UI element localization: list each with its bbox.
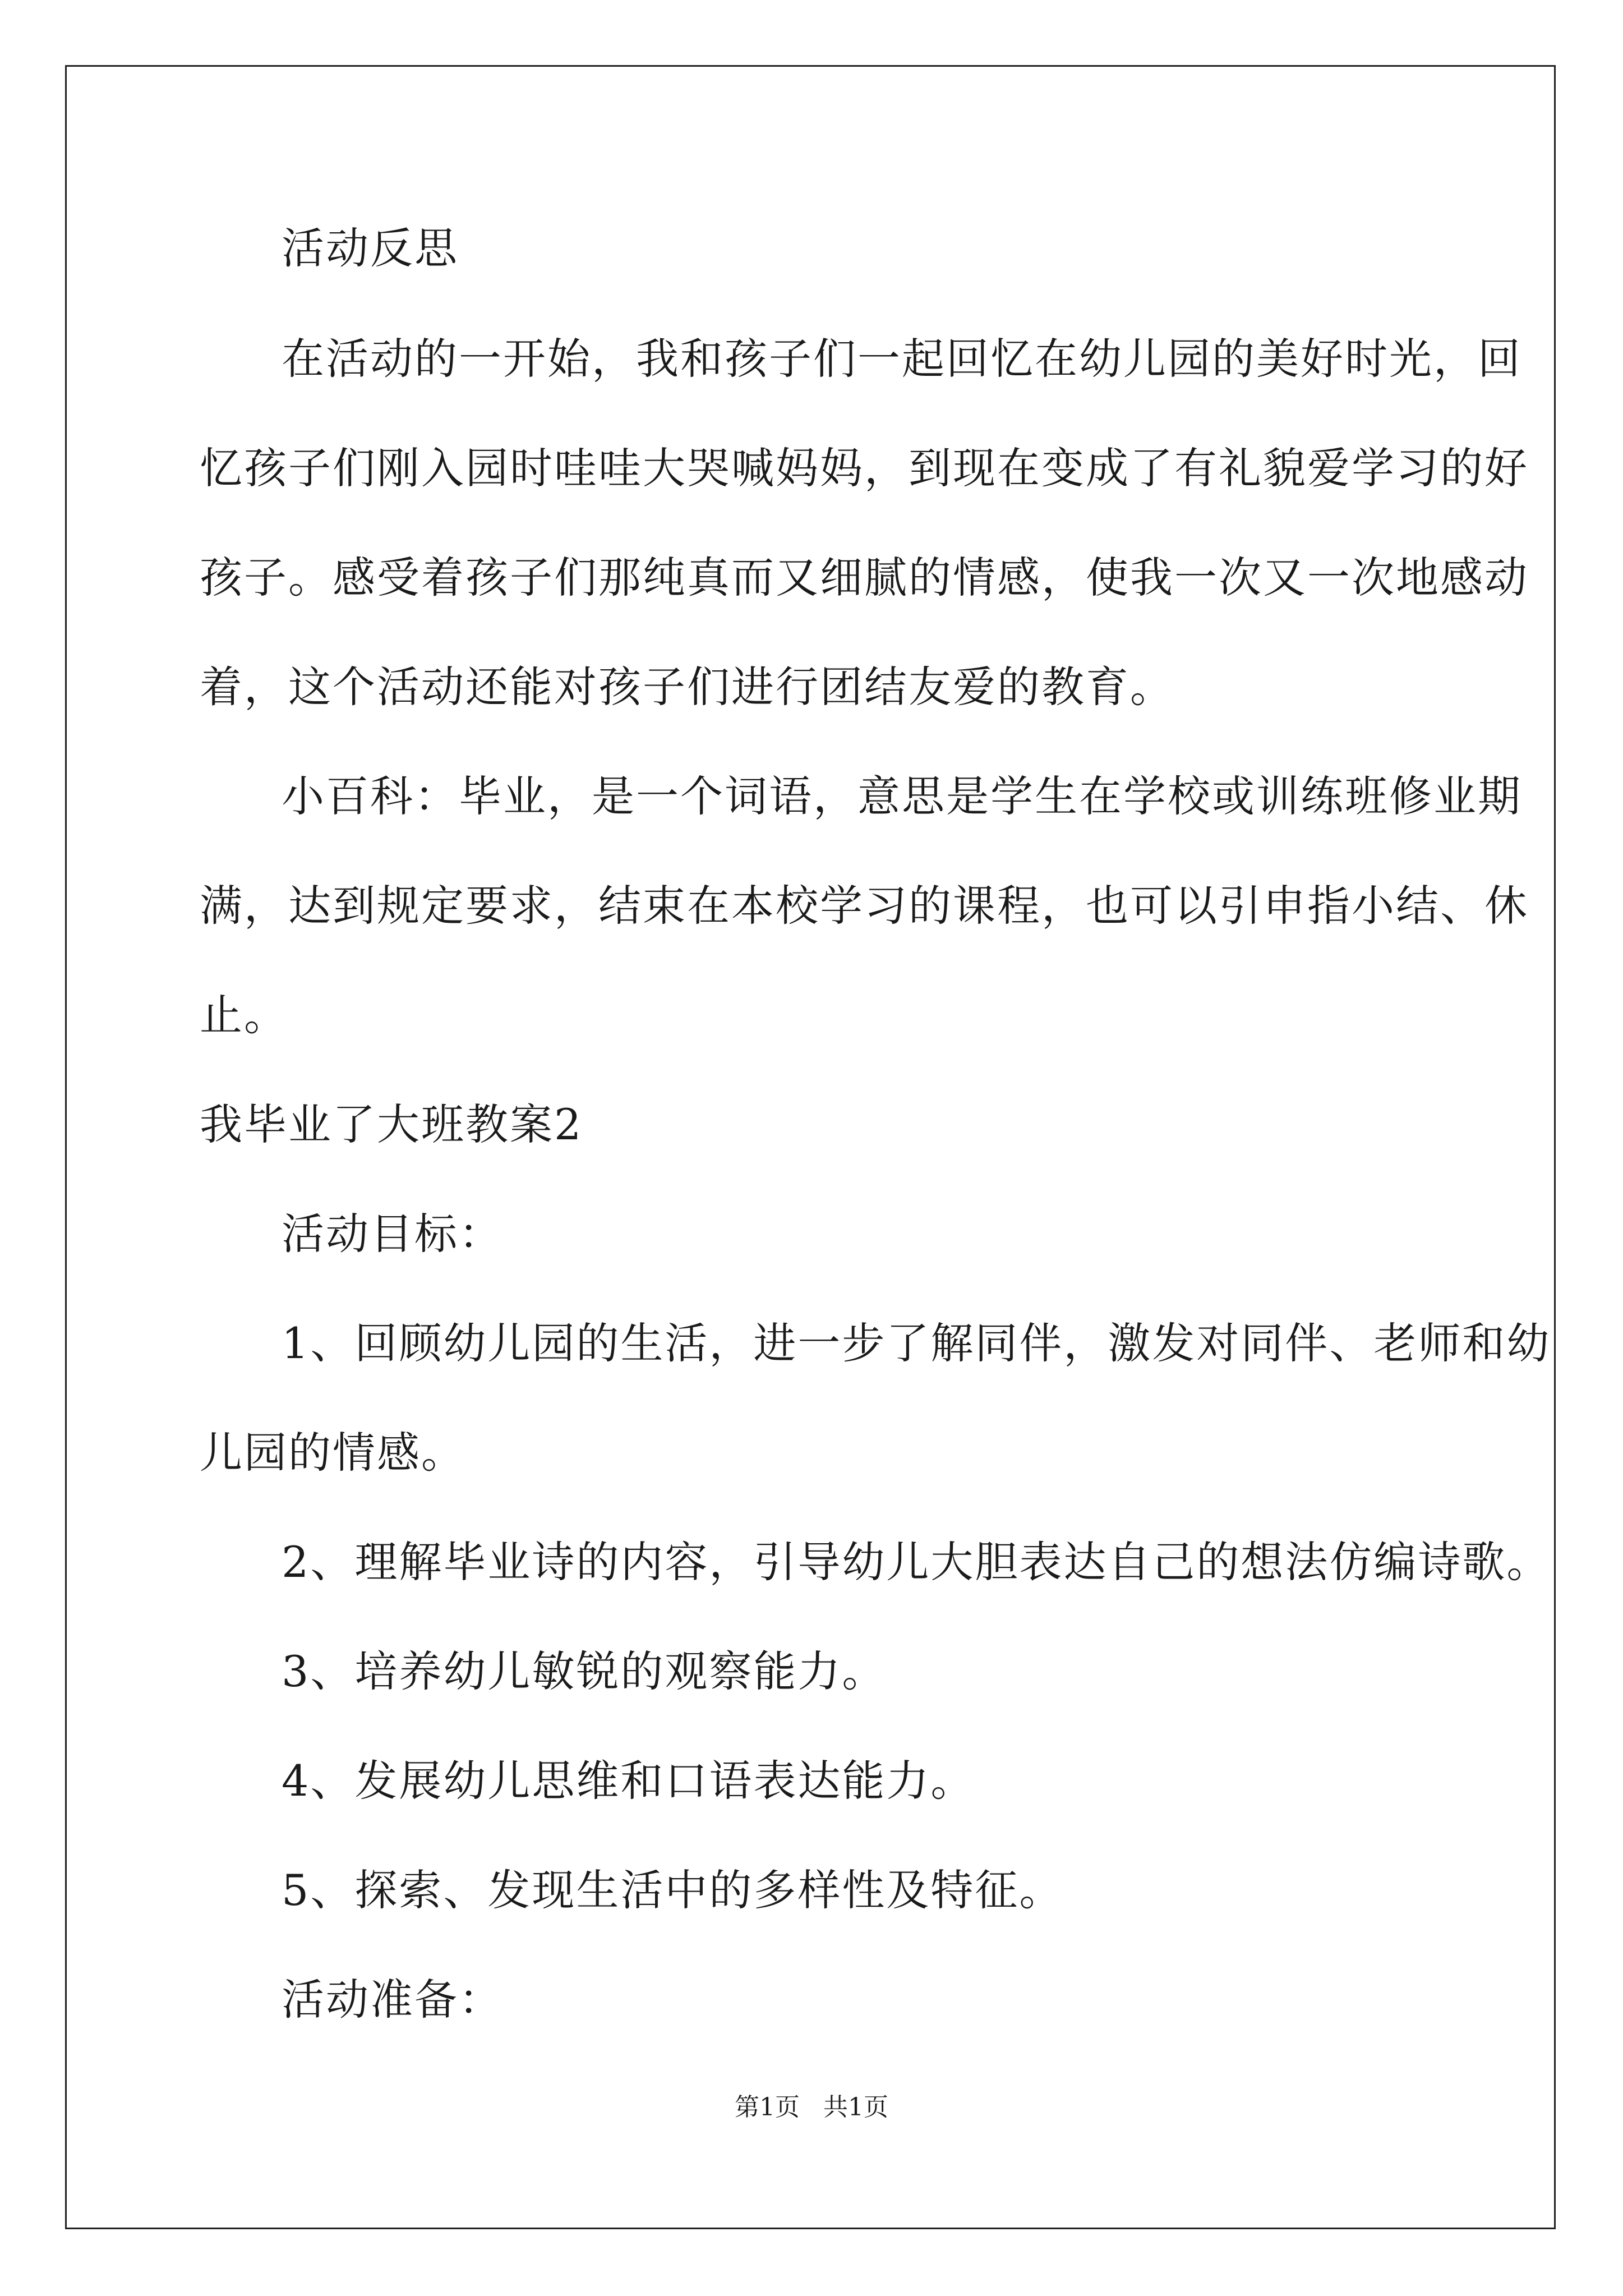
heading-activity-reflection: 活动反思 [282, 223, 459, 273]
goal-item: 4、发展幼儿思维和口语表达能力。 [282, 1756, 975, 1806]
page-number-footer: 第1页 共1页 [735, 2093, 888, 2122]
goal-item: 5、探索、发现生活中的多样性及特征。 [282, 1865, 1064, 1915]
paragraph-line: 在活动的一开始，我和孩子们一起回忆在幼儿园的美好时光，回 [282, 334, 1522, 384]
goal-item: 3、培养幼儿敏锐的观察能力。 [282, 1646, 887, 1696]
paragraph-line: 满，达到规定要求，结束在本校学习的课程，也可以引申指小结、休 [200, 881, 1529, 931]
goal-item: 1、回顾幼儿园的生活，进一步了解同伴，激发对同伴、老师和幼 [282, 1318, 1551, 1368]
goal-item-continued: 儿园的情感。 [200, 1428, 465, 1478]
paragraph-line: 忆孩子们刚入园时哇哇大哭喊妈妈，到现在变成了有礼貌爱学习的好 [200, 443, 1529, 493]
paragraph-line: 小百科：毕业，是一个词语，意思是学生在学校或训练班修业期 [282, 771, 1522, 821]
section-title: 我毕业了大班教案2 [200, 1099, 583, 1149]
goal-item: 2、理解毕业诗的内容，引导幼儿大胆表达自己的想法仿编诗歌。 [282, 1537, 1551, 1587]
paragraph-line: 着，这个活动还能对孩子们进行团结友爱的教育。 [200, 662, 1174, 712]
heading-activity-preparation: 活动准备： [282, 1975, 503, 2024]
paragraph-line: 孩子。感受着孩子们那纯真而又细腻的情感，使我一次又一次地感动 [200, 553, 1529, 602]
paragraph-line: 止。 [200, 990, 288, 1040]
heading-activity-goals: 活动目标： [282, 1209, 503, 1259]
